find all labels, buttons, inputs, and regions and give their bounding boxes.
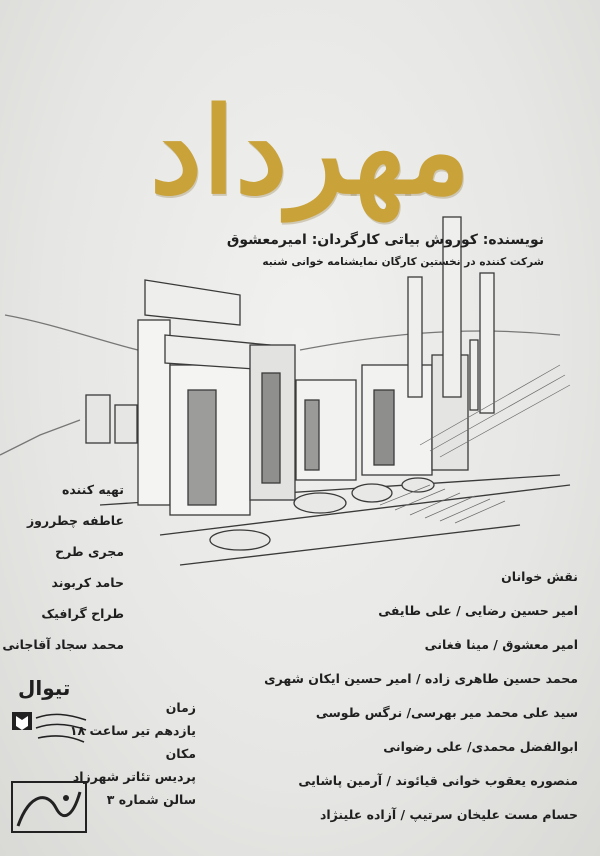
info-item: مکان [165,746,196,761]
team-item: عاطفه چطرروز [26,513,124,528]
team-item: محمد سجاد آقاجانی [2,637,124,652]
credits-line: نویسنده: کوروش بیاتی کارگردان: امیرمعشوق [226,232,544,248]
cast-item: منصوره یعقوب خوانی قیائوند / آرمین پاشایی [298,773,578,788]
cast-list [248,560,578,832]
team-item: مجری طرح [55,544,124,559]
cast-item: ابوالفضل محمدی/ علی رضوانی [383,739,578,754]
theater-logo-icon [12,782,86,832]
production-team [0,474,124,660]
info-item: زمان [165,700,196,715]
sponsor-logos [8,708,90,838]
cast-item: امیر معشوق / مینا فغانی [424,637,578,652]
play-title: مهرداد [149,80,471,220]
tiwall-logo: تیوال [18,676,71,700]
cast-item: حسام مست علیخان سرتیپ / آزاده علینژاد [319,807,578,822]
cast-item: سید علی محمد میر بهرسی/ نرگس طوسی [315,705,578,720]
info-item: سالن شماره ۳ [106,792,196,807]
cast-item: محمد حسین طاهری زاده / امیر حسین ایکان شهری [264,671,578,686]
cast-title: نقش خوانان [501,569,578,584]
team-item: طراح گرافیک [41,606,124,621]
team-item: تهیه کننده [61,482,124,497]
info-item: پردیس تئاتر شهرزاد [72,769,196,784]
team-item: حامد کربوند [51,575,124,590]
book-logo-icon [12,712,86,742]
cast-item: امیر حسین رضایی / علی طایفی [378,603,578,618]
festival-line: شرکت کننده در نخستین کارگان نمایشنامه خوانی شنبه [262,256,544,268]
info-item: یازدهم تیر ساعت ۱۸ [69,723,196,738]
